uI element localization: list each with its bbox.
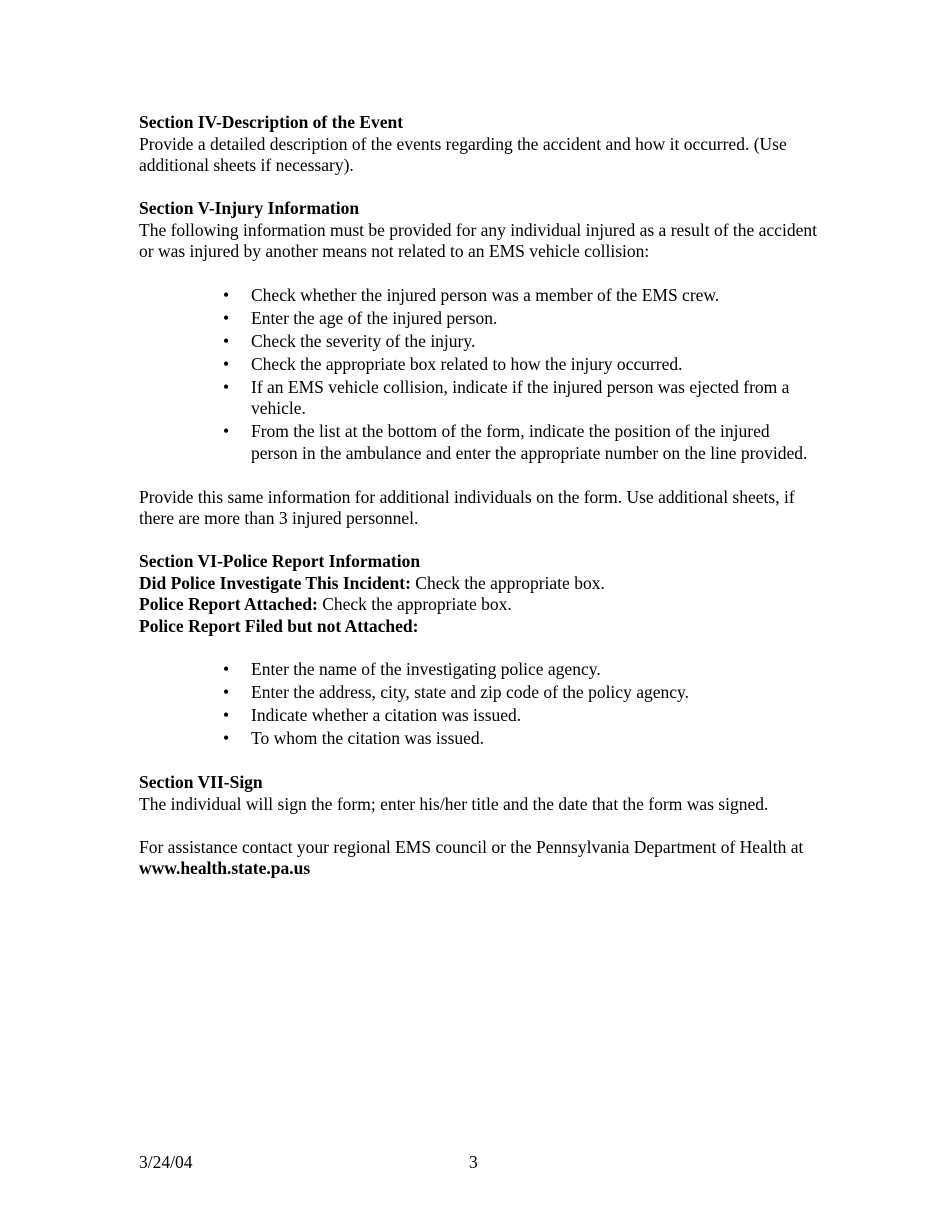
section-vi-bullet-list [223, 659, 819, 751]
section-iv-heading: Section IV-Description of the Event [139, 112, 404, 132]
police-report-filed-label: Police Report Filed but not Attached: [139, 615, 419, 636]
police-investigate-label: Did Police Investigate This Incident: [139, 572, 411, 593]
footer-date: 3/24/04 [139, 1152, 193, 1172]
page-number: 3 [469, 1152, 478, 1172]
section-v-heading: Section V-Injury Information [139, 198, 360, 218]
bullet-icon: • [223, 284, 230, 305]
bullet-icon: • [223, 728, 230, 749]
bullet-icon: • [223, 705, 230, 726]
section-vii-heading: Section VII-Sign [139, 772, 263, 792]
section-v [139, 198, 819, 530]
assistance-paragraph [139, 837, 819, 880]
list-item: • Enter the age of the injured person. [223, 307, 498, 328]
list-item: • From the list at the bottom of the form, indicate the position of the injured person in the ambulance and enter the appropriate number on the line provided. [223, 421, 808, 463]
bullet-icon: • [223, 682, 230, 703]
section-vii [139, 772, 819, 815]
police-investigate-text: Check the appropriate box. [410, 572, 605, 593]
bullet-icon: • [223, 353, 230, 374]
list-item: • Enter the address, city, state and zip code of the policy agency. [223, 682, 689, 703]
section-vi [139, 551, 819, 751]
section-iv-text: Provide a detailed description of the events regarding the accident and how it occurred. (Use additional sheets if necessary). [139, 133, 787, 175]
list-item: • If an EMS vehicle collision, indicate if the injured person was ejected from a vehicle. [223, 376, 790, 419]
section-v-bullet-list [223, 284, 819, 465]
list-item: • To whom the citation was issued. [223, 728, 485, 749]
bullet-icon: • [223, 330, 230, 351]
section-iv [139, 112, 819, 177]
section-v-closing: Provide this same information for additional individuals on the form. Use additional sheets, if there are more than 3 injured personnel. [139, 486, 795, 528]
police-report-attached-line [139, 594, 819, 616]
section-vi-heading: Section VI-Police Report Information [139, 551, 421, 571]
list-item: • Check whether the injured person was a member of the EMS crew. [223, 284, 720, 305]
list-item: • Indicate whether a citation was issued. [223, 705, 522, 726]
bullet-icon: • [223, 376, 230, 397]
section-vii-text: The individual will sign the form; enter his/her title and the date that the form was signed. [139, 793, 769, 814]
bullet-icon: • [223, 659, 230, 680]
list-item: • Check the appropriate box related to how the injury occurred. [223, 353, 683, 374]
bullet-icon: • [223, 421, 230, 442]
assistance-text: For assistance contact your regional EMS council or the Pennsylvania Department of Health at [139, 836, 804, 857]
police-investigate-line [139, 573, 819, 595]
document-page [139, 112, 819, 880]
list-item: • Check the severity of the injury. [223, 330, 476, 351]
police-report-attached-label: Police Report Attached: [139, 594, 318, 614]
website-link[interactable]: www.health.state.pa.us [139, 858, 311, 878]
list-item: • Enter the name of the investigating police agency. [223, 659, 601, 680]
section-v-intro: The following information must be provided for any individual injured as a result of the accident or was injured by another means not related to an EMS vehicle collision: [139, 219, 817, 261]
bullet-icon: • [223, 307, 230, 328]
police-report-attached-text: Check the appropriate box. [317, 594, 512, 614]
